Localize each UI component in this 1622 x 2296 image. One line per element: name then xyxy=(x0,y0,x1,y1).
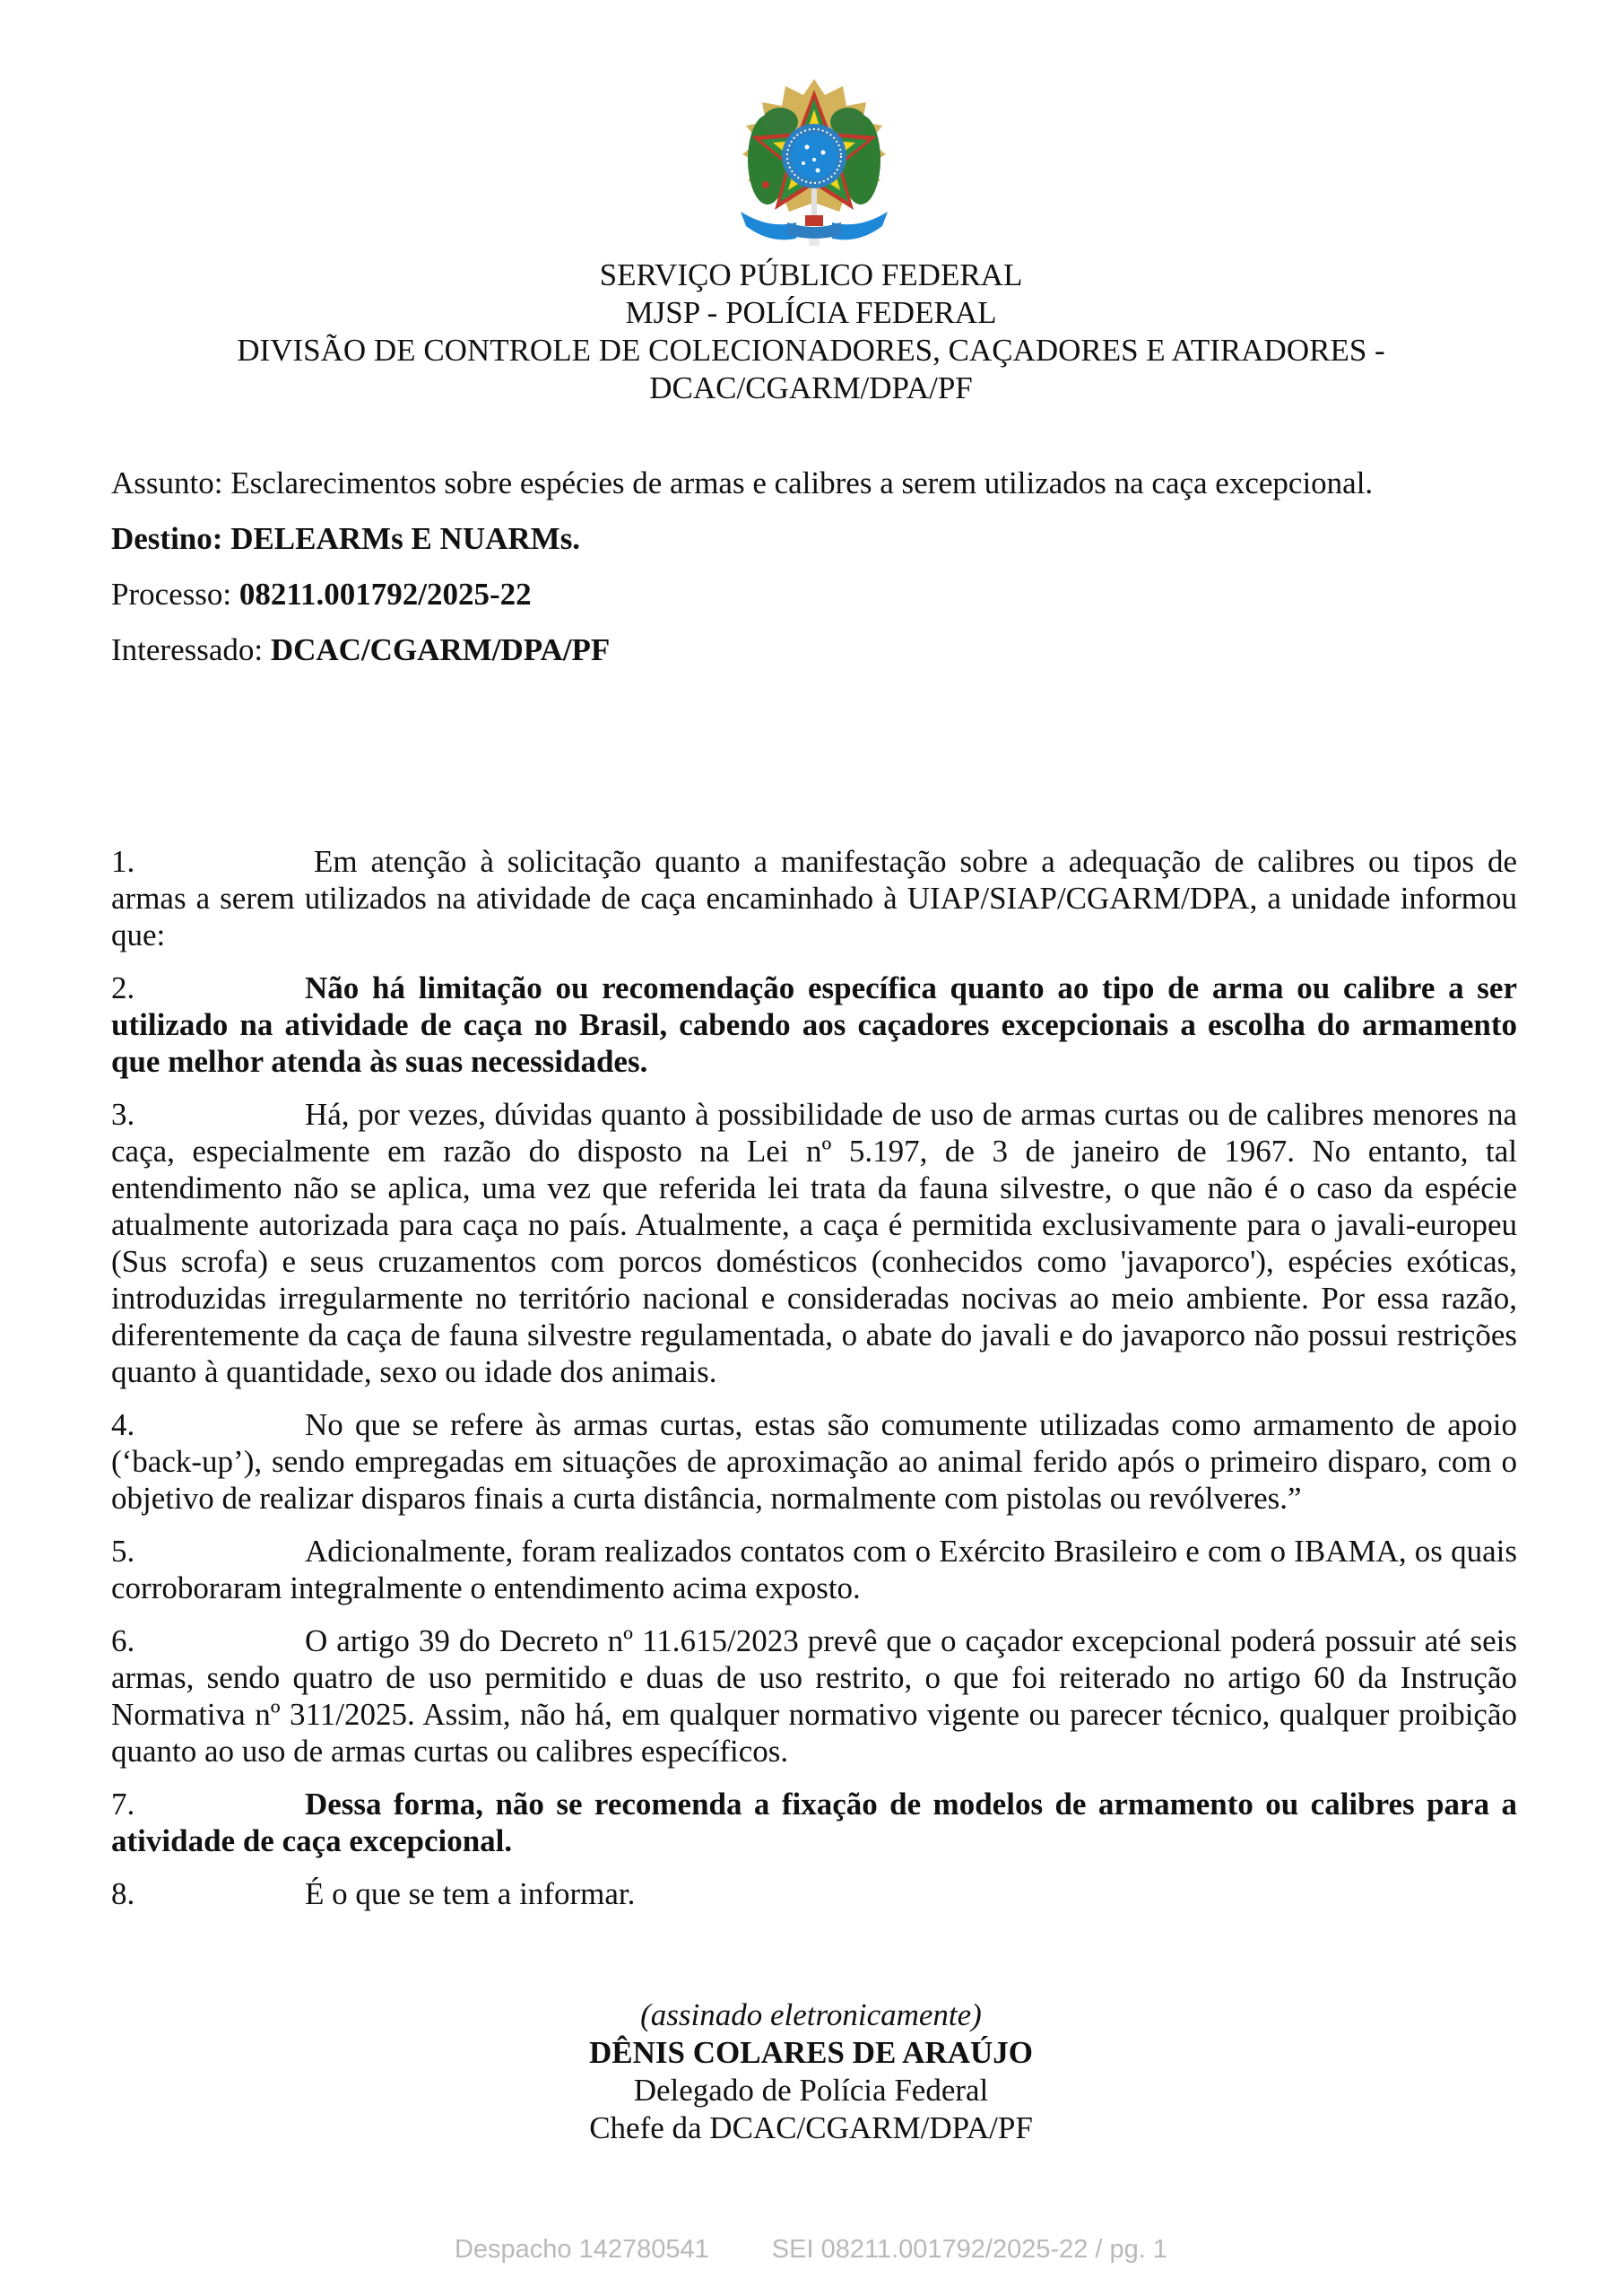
paragraph-2 xyxy=(111,970,1517,1080)
paragraph-5 xyxy=(111,1533,1517,1606)
assunto-label: Assunto: xyxy=(111,465,223,500)
interessado-value: DCAC/CGARM/DPA/PF xyxy=(270,632,611,667)
interessado-label: Interessado: xyxy=(111,632,264,667)
page-footer xyxy=(0,2235,1622,2265)
paragraph-text: No que se refere às armas curtas, estas são comumente utilizadas como armamento de apoio (‘back-up’), sendo empregadas em situações de aproximação ao animal ferido após o primeiro disparo, com o objetivo de realizar disparos finais a curta distância, normalmente com pistolas ou revólveres.” xyxy=(111,1407,1517,1516)
paragraph-number: 5. xyxy=(111,1534,135,1569)
meta-processo xyxy=(111,576,1528,613)
paragraph-number: 7. xyxy=(111,1787,135,1822)
paragraph-1 xyxy=(111,843,1517,953)
signature-block xyxy=(0,1996,1622,2147)
meta-interessado xyxy=(111,631,1528,669)
paragraph-7 xyxy=(111,1786,1517,1859)
paragraph-text: Em atenção à solicitação quanto a manifestação sobre a adequação de calibres ou tipos de armas a serem utilizados na atividade de caça encaminhado à UIAP/SIAP/CGARM/DPA, a unidade informou que: xyxy=(111,844,1517,952)
meta-assunto xyxy=(111,465,1528,502)
paragraph-6 xyxy=(111,1622,1517,1770)
paragraph-number: 1. xyxy=(111,844,135,879)
paragraph-text: É o que se tem a informar. xyxy=(305,1876,636,1911)
paragraph-number: 8. xyxy=(111,1876,135,1911)
destino-value: DELEARMs E NUARMs. xyxy=(230,521,581,556)
document-meta xyxy=(111,465,1528,687)
paragraph-number: 2. xyxy=(111,970,135,1005)
header-division-code: DCAC/CGARM/DPA/PF xyxy=(649,370,973,405)
paragraph-8 xyxy=(111,1875,1517,1912)
footer-sei-reference: SEI 08211.001792/2025-22 / pg. 1 xyxy=(771,2235,1168,2264)
processo-value: 08211.001792/2025-22 xyxy=(239,577,532,612)
meta-destino xyxy=(111,520,1528,558)
paragraph-3 xyxy=(111,1096,1517,1390)
paragraph-number: 3. xyxy=(111,1097,135,1132)
paragraph-text: Dessa forma, não se recomenda a fixação de modelos de armamento ou calibres para a atividade de caça excepcional. xyxy=(111,1787,1517,1858)
processo-label: Processo: xyxy=(111,577,232,612)
footer-document-id: Despacho 142780541 xyxy=(454,2235,709,2264)
document-header xyxy=(0,257,1622,407)
paragraph-text: Não há limitação ou recomendação específica quanto ao tipo de arma ou calibre a ser utilizado na atividade de caça no Brasil, cabendo aos caçadores excepcionais a escolha do armamento que melhor atenda às suas necessidades. xyxy=(111,970,1517,1079)
paragraph-number: 4. xyxy=(111,1407,135,1442)
header-division: DIVISÃO DE CONTROLE DE COLECIONADORES, CAÇADORES E ATIRADORES - xyxy=(237,333,1385,368)
header-ministry: MJSP - POLÍCIA FEDERAL xyxy=(625,295,997,330)
brazil-coat-of-arms-icon xyxy=(733,77,895,249)
paragraph-text: Há, por vezes, dúvidas quanto à possibilidade de uso de armas curtas ou de calibres menores na caça, especialmente em razão do disposto na Lei nº 5.197, de 3 de janeiro de 1967. No entanto, tal entendimento não se aplica, uma vez que referida lei trata da fauna silvestre, o que não é o caso da espécie atualmente autorizada para caça no país. Atualmente, a caça é permitida exclusivamente para o javali-europeu (Sus scrofa) e seus cruzamentos com porcos domésticos (conhecidos como 'javaporco'), espécies exóticas, introduzidas irregularmente no território nacional e consideradas nocivas ao meio ambiente. Por essa razão, diferentemente da caça de fauna silvestre regulamentada, o abate do javali e do javaporco não possui restrições quanto à quantidade, sexo ou idade dos animais. xyxy=(111,1097,1517,1389)
header-service: SERVIÇO PÚBLICO FEDERAL xyxy=(599,257,1023,292)
paragraph-text: O artigo 39 do Decreto nº 11.615/2023 prevê que o caçador excepcional poderá possuir até seis armas, sendo quatro de uso permitido e duas de uso restrito, o que foi reiterado no artigo 60 da Instrução Normativa nº 311/2025. Assim, não há, em qualquer normativo vigente ou parecer técnico, qualquer proibição quanto ao uso de armas curtas ou calibres específicos. xyxy=(111,1623,1517,1769)
paragraph-text: Adicionalmente, foram realizados contatos com o Exército Brasileiro e com o IBAMA, os quais corroboraram integralmente o entendimento acima exposto. xyxy=(111,1534,1517,1605)
paragraph-number: 6. xyxy=(111,1623,135,1658)
signatory-unit: Chefe da DCAC/CGARM/DPA/PF xyxy=(589,2110,1033,2145)
document-body xyxy=(111,843,1517,1928)
paragraph-4 xyxy=(111,1406,1517,1517)
destino-label: Destino: xyxy=(111,521,223,556)
signature-note: (assinado eletronicamente) xyxy=(640,1997,982,2032)
signatory-name: DÊNIS COLARES DE ARAÚJO xyxy=(589,2035,1033,2070)
assunto-value: Esclarecimentos sobre espécies de armas e calibres a serem utilizados na caça excepcional. xyxy=(230,465,1374,500)
signatory-role: Delegado de Polícia Federal xyxy=(633,2073,989,2108)
